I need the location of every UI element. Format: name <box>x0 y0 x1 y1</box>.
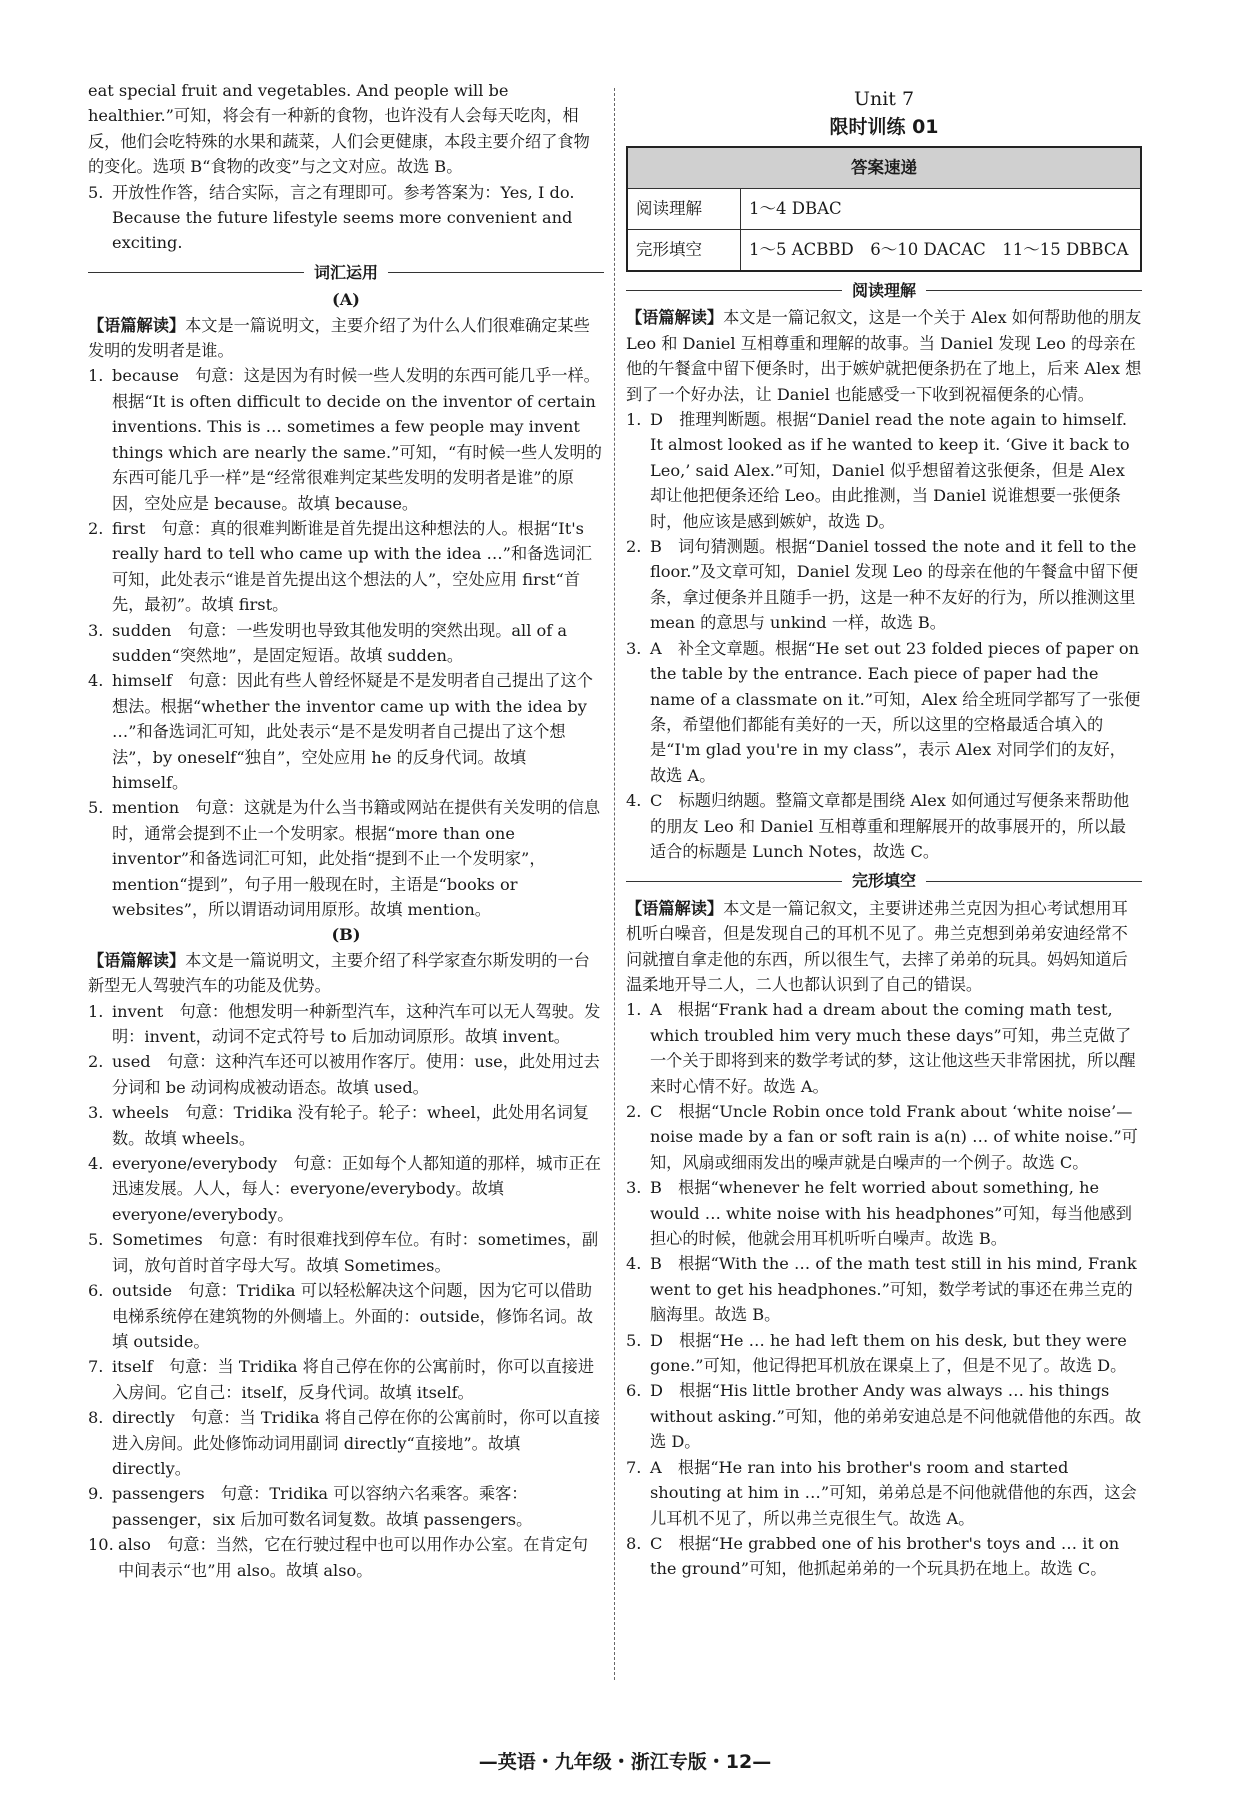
list-item: 2. first 句意：真的很难判断谁是首先提出这种想法的人。根据“It's really hard to tell who came up with the idea …”和备选词汇可知，此处表示“谁是首先提出这个想法的人”，空处应用 first“首先，最初”。故填 first。 <box>88 518 592 615</box>
list-item: 4. B 根据“With the … of the math test still in his mind, Frank went to get his headphones.”可知，数学考试的事还在弗兰克的脑海里。故选 B。 <box>626 1254 1137 1325</box>
section-title-cloze: 完形填空 <box>626 868 1142 893</box>
list-item: 1. A 根据“Frank had a dream about the coming math test, which troubled him very much these days”可知，弗兰克做了一个关于即将到来的数学考试的梦，这让他这些天非常困扰，所以醒来时心情不好。故选 A。 <box>626 1000 1136 1096</box>
unit-subtitle: 限时训练 01 <box>829 116 939 138</box>
list-item: 5. Sometimes 句意：有时很难找到停车位。有时：sometimes，副词，放句首时首字母大写。故填 Sometimes。 <box>88 1230 599 1275</box>
list-item: 5. D 根据“He … he had left them on his desk, but they were gone.”可知，他记得把耳机放在课桌上了，但是不见了。故选 D。 <box>626 1330 1127 1376</box>
list-item: 4. everyone/everybody 句意：正如每个人都知道的那样，城市正在迅速发展。人人，每人：everyone/everybody。故填 everyone/everybody。 <box>88 1154 601 1224</box>
continued-text: eat special fruit and vegetables. And people will be healthier.”可知，将会有一种新的食物，也许没有人会每天吃肉，相反，他们会吃特殊的水果和蔬菜，人们会更健康，本段主要介绍了食物的变化。选项 B“食物的改变”与之文对应。故选 B。 <box>88 81 590 177</box>
list-item: 3. A 补全文章题。根据“He set out 23 folded pieces of paper on the table by the entrance. Each piece of paper had the name of a classmate on it.”可知，Alex 给全班同学都写了一张便条，希望他们都能有美好的一天，所以这里的空格最适合填入的是“I'm glad you're in my class”，表示 Alex 对同学们的友好，故选 A。 <box>626 638 1141 785</box>
section-title-vocab: 词汇运用 <box>88 260 604 285</box>
list-item: 4. himself 句意：因此有些人曾经怀疑是不是发明者自己提出了这个想法。根据“whether the inventor came up with the idea by …”和备选词汇可知，此处表示“是不是发明者自己提出了这个想法”，by oneself“独自”，空处应用 he 的反身代词。故填 himself。 <box>88 671 593 792</box>
part-a-label: (A) <box>332 290 360 310</box>
unit-title: Unit 7 <box>853 88 915 110</box>
list-item: 3. sudden 句意：一些发明也导致其他发明的突然出现。all of a sudden“突然地”，是固定短语。故填 sudden。 <box>88 620 568 665</box>
list-item: 5. 开放性作答，结合实际，言之有理即可。参考答案为：Yes, I do. Because the future lifestyle seems more convenient and exciting. <box>88 182 575 253</box>
list-item: 5. mention 句意：这就是为什么当书籍或网站在提供有关发明的信息时，通常会提到不止一个发明家。根据“more than one inventor”和备选词汇可知，此处指“提到不止一个发明家”，mention“提到”，句子用一般现在时，主语是“books or websites”，所以谓语动词用原形。故填 mention。 <box>88 798 601 919</box>
list-item: 2. C 根据“Uncle Robin once told Frank about ‘white noise’—noise made by a fan or soft rain is a(n) … of white noise.”可知，风扇或细雨发出的噪声就是白噪声的一个例子。故选 C。 <box>626 1102 1138 1172</box>
list-item: 2. used 句意：这种汽车还可以被用作客厅。使用：use，此处用过去分词和 be 动词构成被动语态。故填 used。 <box>88 1052 600 1097</box>
reading-list <box>626 407 1142 864</box>
list-item: 3. B 根据“whenever he felt worried about something, he would … white noise with his headphones”可知，每当他感到担心的时候，他就会用耳机听听白噪声。故选 B。 <box>626 1178 1132 1249</box>
list-item: 6. D 根据“His little brother Andy was always … his things without asking.”可知，他的弟弟安迪总是不问他就借他的东西。故选 D。 <box>626 1381 1142 1452</box>
list-item: 8. directly 句意：当 Tridika 将自己停在你的公寓前时，你可以直接进入房间。此处修饰动词用副词 directly“直接地”。故填 directly。 <box>88 1408 600 1478</box>
part-b-label: (B) <box>331 925 361 945</box>
list-item: 1. D 推理判断题。根据“Daniel read the note again to himself. It almost looked as if he wanted to keep it. ‘Give it back to Leo,’ said Alex.”可知，Daniel 似乎想留着这张便条，但是 Alex 却让他把便条还给 Leo。由此推测，当 Daniel 说谁想要一张便条时，他应该是感到嫉妒，故选 D。 <box>626 410 1130 531</box>
section-title-reading: 阅读理解 <box>626 278 1142 303</box>
page-footer: —英语・九年级・浙江专版・12— <box>478 1751 772 1773</box>
list-item: 1. invent 句意：他想发明一种新型汽车，这种汽车可以无人驾驶。发明：invent，动词不定式符号 to 后加动词原形。故填 invent。 <box>88 1001 601 1047</box>
list-item: 7. itself 句意：当 Tridika 将自己停在你的公寓前时，你可以直接进入房间。它自己：itself，反身代词。故填 itself。 <box>88 1357 595 1402</box>
answer-table <box>626 146 1142 272</box>
cloze-list <box>626 997 1142 1581</box>
passage-analysis-reading: 【语篇解读】本文是一篇记叙文，这是一个关于 Alex 如何帮助他的朋友 Leo 和 Daniel 互相尊重和理解的故事。当 Daniel 发现 Leo 的母亲在他的午餐盒中留下便条时，出于嫉妒就把便条扔在了地上，后来 Alex 想到了一个好办法，让 Daniel 也能感受一下收到祝福便条的心情。 <box>626 308 1142 404</box>
right-column <box>626 78 1142 1582</box>
list-item: 8. C 根据“He grabbed one of his brother's toys and … it on the ground”可知，他抓起弟弟的一个玩具扔在地上。故选 C。 <box>626 1533 1120 1579</box>
list-item: 6. outside 句意：Tridika 可以轻松解决这个问题，因为它可以借助电梯系统停在建筑物的外侧墙上。外面的：outside，修饰名词。故填 outside。 <box>88 1281 593 1351</box>
list-item: 3. wheels 句意：Tridika 没有轮子。轮子：wheel，此处用名词复数。故填 wheels。 <box>88 1103 589 1148</box>
passage-analysis-cloze: 【语篇解读】本文是一篇记叙文，主要讲述弗兰克因为担心考试想用耳机听白噪音，但是发现自己的耳机不见了。弗兰克想到弟弟安迪经常不问就擅自拿走他的东西，所以很生气，去摔了弟弟的玩具。妈妈知道后温柔地开导二人，二人也都认识到了自己的错误。 <box>626 898 1128 994</box>
list-item: 7. A 根据“He ran into his brother's room and started shouting at him in …”可知，弟弟总是不问他就借他的东西，这会儿耳机不见了，所以弗兰克很生气。故选 A。 <box>626 1457 1137 1528</box>
table-row: 阅读理解 1～4 DBAC <box>627 189 1141 230</box>
answer-table-header: 答案速递 <box>627 147 1141 189</box>
list-item: 4. C 标题归纳题。整篇文章都是围绕 Alex 如何通过写便条来帮助他的朋友 Leo 和 Daniel 互相尊重和理解展开的故事展开的，所以最适合的标题是 Lunch Notes，故选 C。 <box>626 791 1130 861</box>
passage-analysis-a: 【语篇解读】本文是一篇说明文，主要介绍了为什么人们很难确定某些发明的发明者是谁。 <box>88 315 590 361</box>
column-divider <box>614 88 615 1680</box>
passage-analysis-b: 【语篇解读】本文是一篇说明文，主要介绍了科学家查尔斯发明的一台新型无人驾驶汽车的功能及优势。 <box>88 950 590 996</box>
list-item: 9. passengers 句意：Tridika 可以容纳六名乘客。乘客：passenger，six 后加可数名词复数。故填 passengers。 <box>88 1484 533 1529</box>
vocab-a-list <box>88 363 604 922</box>
list-item: 1. because 句意：这是因为有时候一些人发明的东西可能几乎一样。根据“It is often difficult to decide on the inventor of certain inventions. This is … sometimes a few people may invent things which are nearly the same.”可知，“有时候一些人发明的东西可能几乎一样”是“经常很难判定某些发明的发明者是谁”的原因，空处应是 because。故填 because。 <box>88 366 602 513</box>
vocab-b-list <box>88 999 604 1583</box>
list-item: 10. also 句意：当然，它在行驶过程中也可以用作办公室。在肯定句中间表示“也”用 also。故填 also。 <box>88 1535 588 1580</box>
list-item: 2. B 词句猜测题。根据“Daniel tossed the note and it fell to the floor.”及文章可知，Daniel 发现 Leo 的母亲在他的午餐盒中留下便条，拿过便条并且随手一扔，这是一种不友好的行为，所以推测这里 mean 的意思与 unkind 一样，故选 B。 <box>626 537 1139 633</box>
left-column <box>88 78 604 1583</box>
table-row: 完形填空 1～5 ACBBD 6～10 DACAC 11～15 DBBCA <box>627 230 1141 272</box>
